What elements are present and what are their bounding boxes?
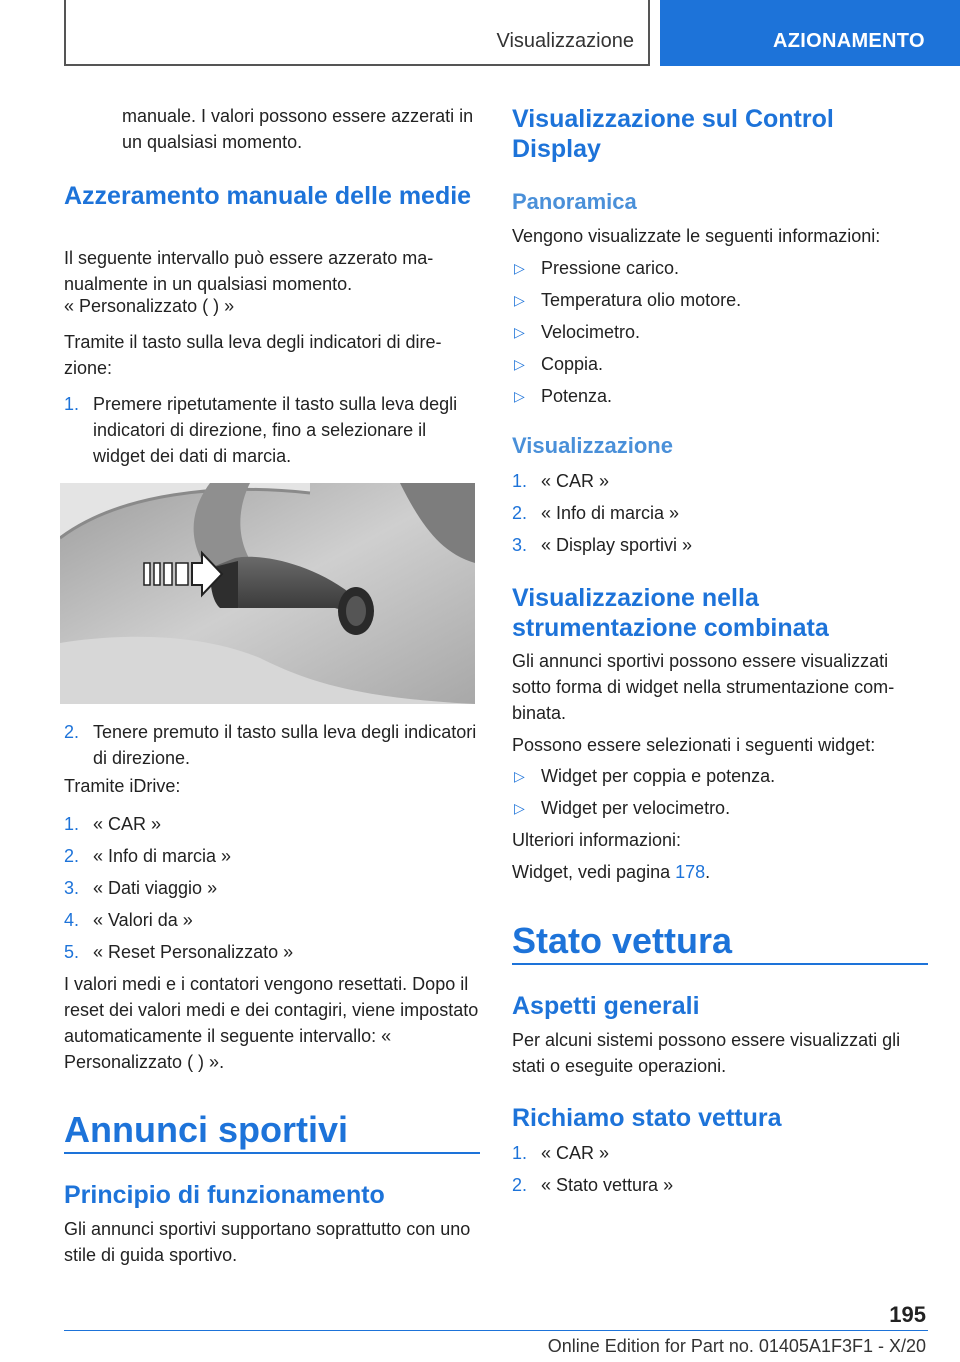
list-text: Tenere premuto il tasto sulla leva degli indicatori di direzione. <box>93 722 477 768</box>
bullet-item <box>512 319 928 345</box>
list-item <box>64 391 480 469</box>
footer-rule <box>64 1330 928 1331</box>
bullet-triangle-icon: ▷ <box>514 388 525 404</box>
list-item <box>64 843 480 869</box>
list-item <box>512 500 928 526</box>
more-info-text: Widget, vedi pagina <box>512 862 676 882</box>
bullet-item <box>512 351 928 377</box>
list-number: 2. <box>512 1175 528 1195</box>
bullet-triangle-icon: ▷ <box>514 768 525 784</box>
status-title: Stato vettura <box>512 920 733 961</box>
reset-method: Tramite il tasto sulla leva degli indicatori di direzione: <box>64 332 442 378</box>
list-number: 1. <box>512 471 528 491</box>
list-number: 2. <box>512 503 528 523</box>
list-item <box>64 939 480 965</box>
bullet-text: Pressione carico. <box>541 258 680 278</box>
bullet-item <box>512 763 928 789</box>
reset-interval: « Personalizzato ( ) » <box>64 296 235 316</box>
header-section-title: Visualizzazione <box>496 30 634 52</box>
more-info-line <box>512 859 928 885</box>
list-number: 3. <box>512 535 528 555</box>
header-section-box <box>64 0 650 66</box>
bullet-item <box>512 287 928 313</box>
list-number: 5. <box>64 942 80 962</box>
list-number: 4. <box>64 910 80 930</box>
list-text: « Info di marcia » <box>541 503 680 523</box>
cluster-text: Gli annunci sportivi possono essere visualizzati sotto forma di widget nella strumentazione combinata. <box>512 651 895 723</box>
bullet-text: Potenza. <box>541 386 613 406</box>
more-info-label: Ulteriori informazioni: <box>512 830 682 850</box>
reset-paragraph: Il seguente intervallo può essere azzerato manualmente in un qualsiasi momento. <box>64 248 434 294</box>
bullet-triangle-icon: ▷ <box>514 356 525 372</box>
list-number: 2. <box>64 846 80 866</box>
list-number: 3. <box>64 878 80 898</box>
page-reference-link[interactable]: 178 <box>675 862 706 882</box>
bullet-text: Widget per velocimetro. <box>541 798 731 818</box>
idrive-label: Tramite iDrive: <box>64 776 181 796</box>
list-text: « Reset Personalizzato » <box>93 942 294 962</box>
bullet-item <box>512 255 928 281</box>
section-rule <box>512 963 928 965</box>
overview-heading: Panoramica <box>512 189 637 214</box>
bullet-text: Velocimetro. <box>541 322 641 342</box>
bullet-text: Temperatura olio motore. <box>541 290 742 310</box>
principle-heading: Principio di funzionamento <box>64 1181 385 1209</box>
list-item <box>64 907 480 933</box>
list-text: « Stato vettura » <box>541 1175 674 1195</box>
more-info-end: . <box>705 862 711 882</box>
list-text: Premere ripetutamente il tasto sulla leva degli indicatori di direzione, fino a selezionare il widget dei dati di marcia. <box>93 394 458 466</box>
display-heading: Visualizzazione <box>512 433 673 458</box>
reset-heading: Azzeramento manuale delle medie <box>64 182 472 210</box>
list-item <box>512 1172 928 1198</box>
lever-illustration <box>60 483 475 704</box>
principle-text: Gli annunci sportivi supportano soprattutto con uno stile di guida sportivo. <box>64 1219 471 1265</box>
general-text: Per alcuni sistemi possono essere visualizzati gli stati o eseguite operazioni. <box>512 1030 901 1076</box>
list-item <box>64 811 480 837</box>
list-number: 1. <box>64 394 80 414</box>
widgets-text: Possono essere selezionati i seguenti widget: <box>512 735 876 755</box>
list-item <box>512 532 928 558</box>
general-heading: Aspetti generali <box>512 992 700 1020</box>
bullet-item <box>512 795 928 821</box>
bullet-item <box>512 383 928 409</box>
bullet-text: Coppia. <box>541 354 604 374</box>
intro-text: manuale. I valori possono essere azzerati in un qualsiasi momento. <box>122 106 474 152</box>
list-number: 2. <box>64 722 80 742</box>
list-item <box>512 1140 928 1166</box>
bullet-triangle-icon: ▷ <box>514 800 525 816</box>
list-text: « Display sportivi » <box>541 535 693 555</box>
list-number: 1. <box>64 814 80 834</box>
list-text: « Info di marcia » <box>93 846 232 866</box>
list-text: « Valori da » <box>93 910 193 930</box>
list-item <box>512 468 928 494</box>
list-item <box>64 875 480 901</box>
bullet-triangle-icon: ▷ <box>514 292 525 308</box>
list-text: « CAR » <box>541 471 610 491</box>
list-text: « CAR » <box>93 814 162 834</box>
list-text: « Dati viaggio » <box>93 878 218 898</box>
bullet-triangle-icon: ▷ <box>514 324 525 340</box>
sport-title: Annunci sportivi <box>64 1109 349 1150</box>
footer-edition: Online Edition for Part no. 01405A1F3F1 - X/20 <box>547 1336 926 1356</box>
turn-signal-lever-photo <box>60 483 475 704</box>
cluster-heading: Visualizzazione nella strumentazione combinata <box>512 584 829 642</box>
page-number: 195 <box>889 1302 926 1327</box>
overview-text: Vengono visualizzate le seguenti informazioni: <box>512 226 881 246</box>
list-number: 1. <box>512 1143 528 1163</box>
list-item <box>64 719 480 771</box>
recall-heading: Richiamo stato vettura <box>512 1104 782 1132</box>
bullet-triangle-icon: ▷ <box>514 260 525 276</box>
reset-result: I valori medi e i contatori vengono resettati. Dopo il reset dei valori medi e dei contagiri, viene impostato automaticamente il seguente intervallo: « Personalizzato ( ) ». <box>64 974 479 1072</box>
list-text: « CAR » <box>541 1143 610 1163</box>
header-chapter-tab: AZIONAMENTO <box>660 0 960 66</box>
cd-heading: Visualizzazione sul Control Display <box>512 105 834 163</box>
section-rule <box>64 1152 480 1154</box>
bullet-text: Widget per coppia e potenza. <box>541 766 776 786</box>
